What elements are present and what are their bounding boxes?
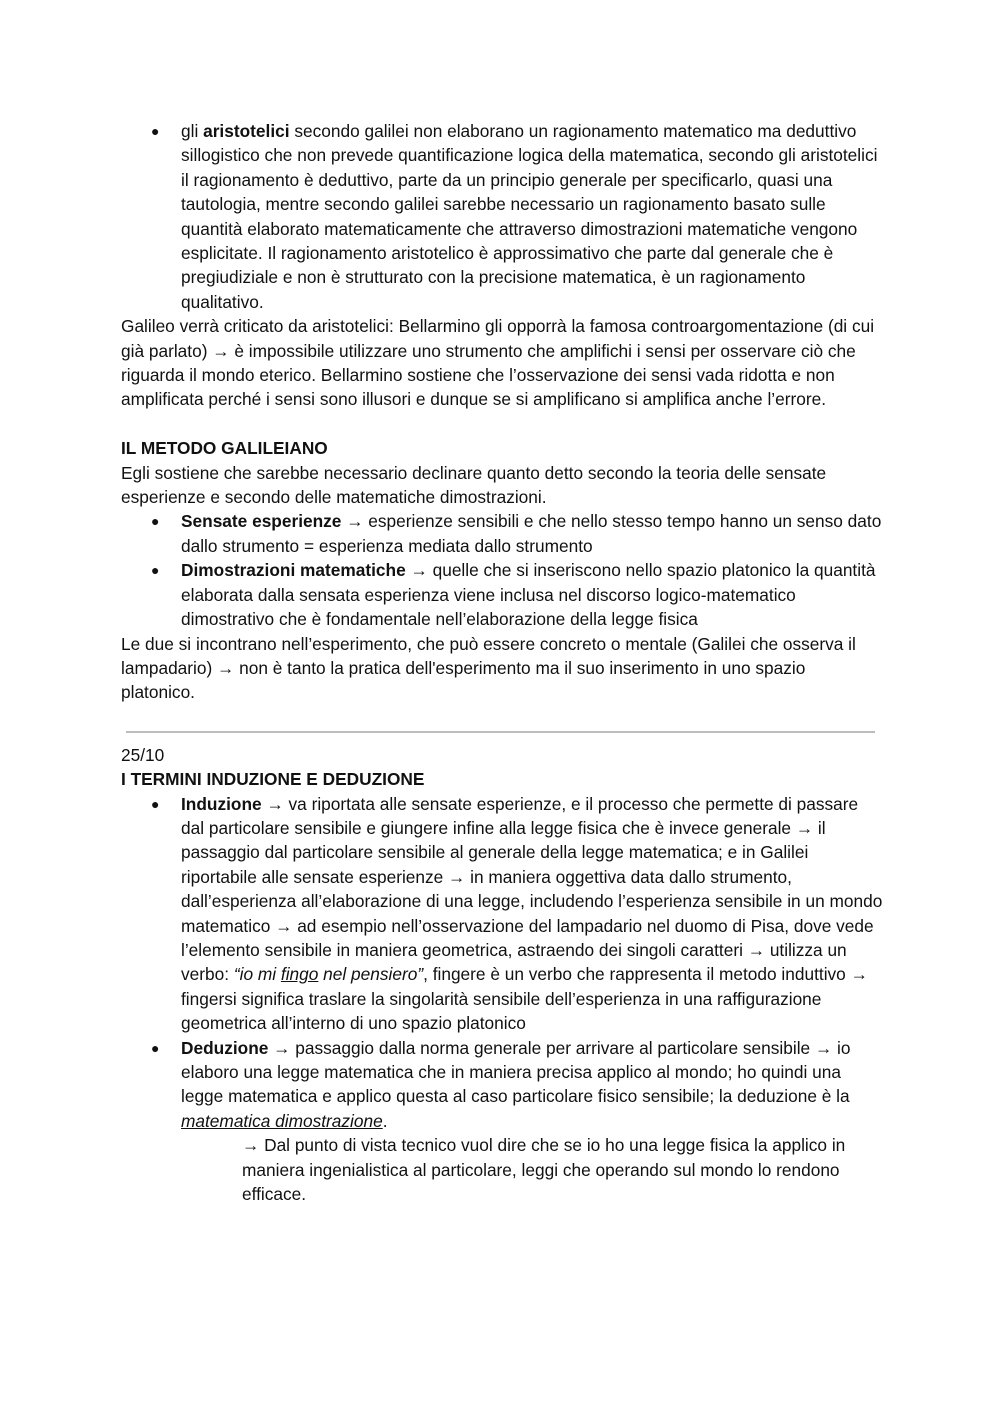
quote-underlined-word: fingo bbox=[280, 964, 319, 985]
paragraph-bellarmino: Galileo verrà criticato da aristotelici: Bellarmino gli opporrà la famosa controargomentazione (di cui già parlato) → è impossibile utilizzare uno strumento che amplifichi i sensi per osservare ciò che riguarda il mondo eterico. Bellarmino sostiene che l’osservazione dei sensi vada ridotta e non amplificata perché i sensi sono illusori e dunque se si amplificano si amplifica anche l’errore. bbox=[121, 316, 875, 410]
list-item-aristotelici bbox=[121, 119, 883, 314]
horizontal-divider bbox=[126, 731, 875, 733]
date-label: 25/10 bbox=[121, 744, 165, 765]
bullet-term: Dimostrazioni matematiche bbox=[181, 560, 406, 581]
sub-note: → Dal punto di vista tecnico vuol dire che se io ho una legge fisica la applico in maniera ingenialistica al particolare, leggi che operando sul mondo lo rendono efficace. bbox=[242, 1135, 846, 1205]
bullet-term: Induzione bbox=[181, 793, 262, 814]
bullet-text: secondo galilei non elaborano un ragionamento matematico ma deduttivo sillogistico che non prevede quantificazione logica della matematica, secondo gli aristotelici il ragionamento è deduttivo, parte da un principio generale per specificarlo, quasi una tautologia, mentre secondo galilei sarebbe necessario un ragionamento basato sulle quantità elaborato matematicamente che attraverso dimostrazioni matematiche vengono esplicitate. Il ragionamento aristotelico è approssimativo che parte dal generale che è pregiudiziale e non è strutturato con la precisione matematica, è un ragionamento qualitativo. bbox=[181, 121, 878, 312]
bullet-text: → esperienze sensibili e che nello stesso tempo hanno un senso dato dallo strumento = esperienza mediata dallo strumento bbox=[181, 511, 882, 556]
termini-list bbox=[121, 792, 883, 1134]
bullet-text: , fingere è un verbo che rappresenta il metodo induttivo → fingersi significa traslare la singolarità sensibile dell’esperienza in una raffigurazione geometrica all’interno di uno spazio platonico bbox=[181, 964, 868, 1034]
list-item-deduzione bbox=[121, 1036, 883, 1134]
bullet-text: . bbox=[382, 1110, 388, 1131]
paragraph-intro: Egli sostiene che sarebbe necessario declinare quanto detto secondo la teoria delle sensate esperienze e secondo delle matematiche dimostrazioni. bbox=[121, 462, 827, 508]
bullet-text: → passaggio dalla norma generale per arrivare al particolare sensibile → io elaboro una legge matematica che in maniera precisa applico al mondo; ho quindi una legge matematica e applico questa al caso particolare fisico sensibile; la deduzione è la bbox=[181, 1037, 851, 1107]
bullet-icon: ● bbox=[151, 795, 160, 812]
bullet-text: → va riportata alle sensate esperienze, e il processo che permette di passare dal particolare sensibile e giungere infine alla legge fisica che è invece generale → il passaggio dal particolare sensibile al generale della legge matematica; e in Galilei riportabile alle sensate esperienze → in maniera oggettiva data dallo strumento, dall’esperienza all’elaborazione di una legge, includendo l’esperienza sensibile in un mondo matematico → ad esempio nell’osservazione del lampadario nel duomo di Pisa, dove vede l’elemento sensibile in maniera geometrica, astraendo dei singoli caratteri → utilizza un verbo: bbox=[181, 793, 883, 985]
page-content bbox=[121, 119, 883, 1206]
aristotelici-list bbox=[121, 119, 883, 314]
blank-line bbox=[121, 412, 883, 436]
bullet-icon: ● bbox=[151, 513, 160, 530]
section-heading-metodo: IL METODO GALILEIANO bbox=[121, 438, 328, 459]
list-item-dimostrazioni bbox=[121, 558, 883, 631]
list-item-sensate-esperienze bbox=[121, 509, 883, 558]
bullet-term: Deduzione bbox=[181, 1037, 269, 1058]
bullet-icon: ● bbox=[151, 1039, 160, 1056]
list-item-induzione bbox=[121, 792, 883, 1036]
quote-part: nel pensiero” bbox=[318, 964, 424, 985]
bullet-prefix: gli bbox=[181, 121, 204, 141]
paragraph-closing: Le due si incontrano nell’esperimento, che può essere concreto o mentale (Galilei che osserva il lampadario) → non è tanto la pratica dell'esperimento ma il suo inserimento in uno spazio platonico. bbox=[121, 633, 856, 703]
bullet-text: → quelle che si inseriscono nello spazio platonico la quantità elaborata dalla sensata esperienza viene inclusa nel discorso logico-matematico dimostrativo che è fondamentale nell’elaborazione della legge fisica bbox=[181, 560, 876, 630]
section-heading-induzione-deduzione: I TERMINI INDUZIONE E DEDUZIONE bbox=[121, 769, 425, 790]
emphasis-underlined: matematica dimostrazione bbox=[181, 1110, 383, 1131]
metodo-list bbox=[121, 509, 883, 631]
quote-part: “io mi bbox=[233, 964, 281, 985]
bullet-icon: ● bbox=[151, 562, 160, 579]
bullet-icon: ● bbox=[151, 123, 160, 139]
bullet-term: aristotelici bbox=[203, 121, 290, 141]
bullet-term: Sensate esperienze bbox=[181, 511, 342, 532]
